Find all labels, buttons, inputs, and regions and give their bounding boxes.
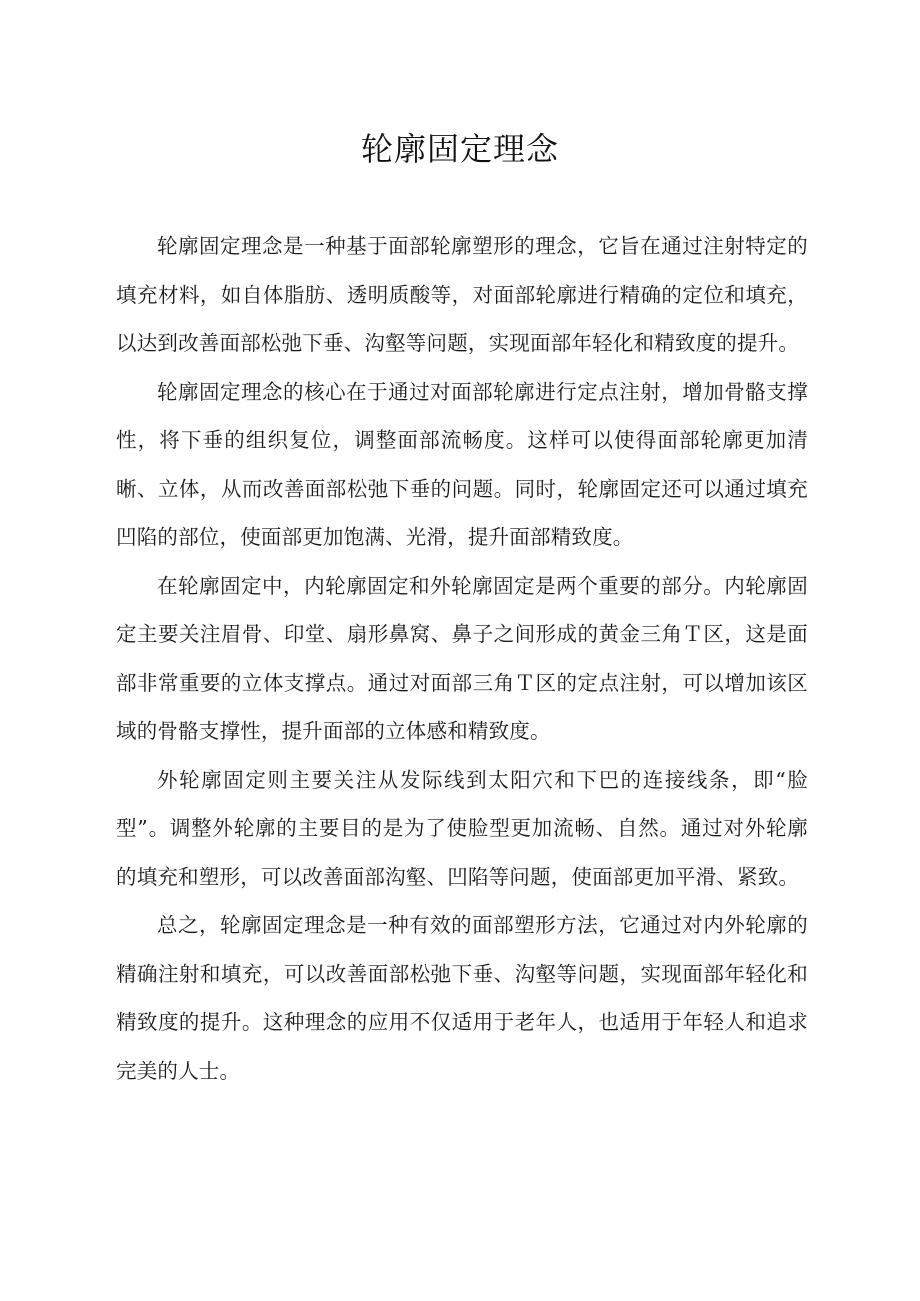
paragraph-3: 在轮廓固定中，内轮廓固定和外轮廓固定是两个重要的部分。内轮廓固定主要关注眉骨、印堂、扇形鼻窝、鼻子之间形成的黄金三角Ｔ区，这是面部非常重要的立体支撑点。通过对面部三角Ｔ区的定点注射，可以增加该区域的骨骼支撑性，提升面部的立体感和精致度。 bbox=[116, 573, 808, 743]
paragraph-2: 轮廓固定理念的核心在于通过对面部轮廓进行定点注射，增加骨骼支撑性，将下垂的组织复位，调整面部流畅度。这样可以使得面部轮廓更加清晰、立体，从而改善面部松弛下垂的问题。同时，轮廓固定还可以通过填充凹陷的部位，使面部更加饱满、光滑，提升面部精致度。 bbox=[116, 379, 808, 549]
document-body bbox=[116, 222, 808, 1095]
paragraph-1: 轮廓固定理念是一种基于面部轮廓塑形的理念，它旨在通过注射特定的填充材料，如自体脂肪、透明质酸等，对面部轮廓进行精确的定位和填充，以达到改善面部松弛下垂、沟壑等问题，实现面部年轻化和精致度的提升。 bbox=[116, 234, 808, 355]
paragraph-4: 外轮廓固定则主要关注从发际线到太阳穴和下巴的连接线条，即“脸型”。调整外轮廓的主要目的是为了使脸型更加流畅、自然。通过对外轮廓的填充和塑形，可以改善面部沟壑、凹陷等问题，使面部更加平滑、紧致。 bbox=[116, 767, 808, 889]
document-title: 轮廓固定理念 bbox=[360, 130, 559, 168]
paragraph-5: 总之，轮廓固定理念是一种有效的面部塑形方法，它通过对内外轮廓的精确注射和填充，可以改善面部松弛下垂、沟壑等问题，实现面部年轻化和精致度的提升。这种理念的应用不仅适用于老年人，也适用于年轻人和追求完美的人士。 bbox=[116, 913, 808, 1083]
